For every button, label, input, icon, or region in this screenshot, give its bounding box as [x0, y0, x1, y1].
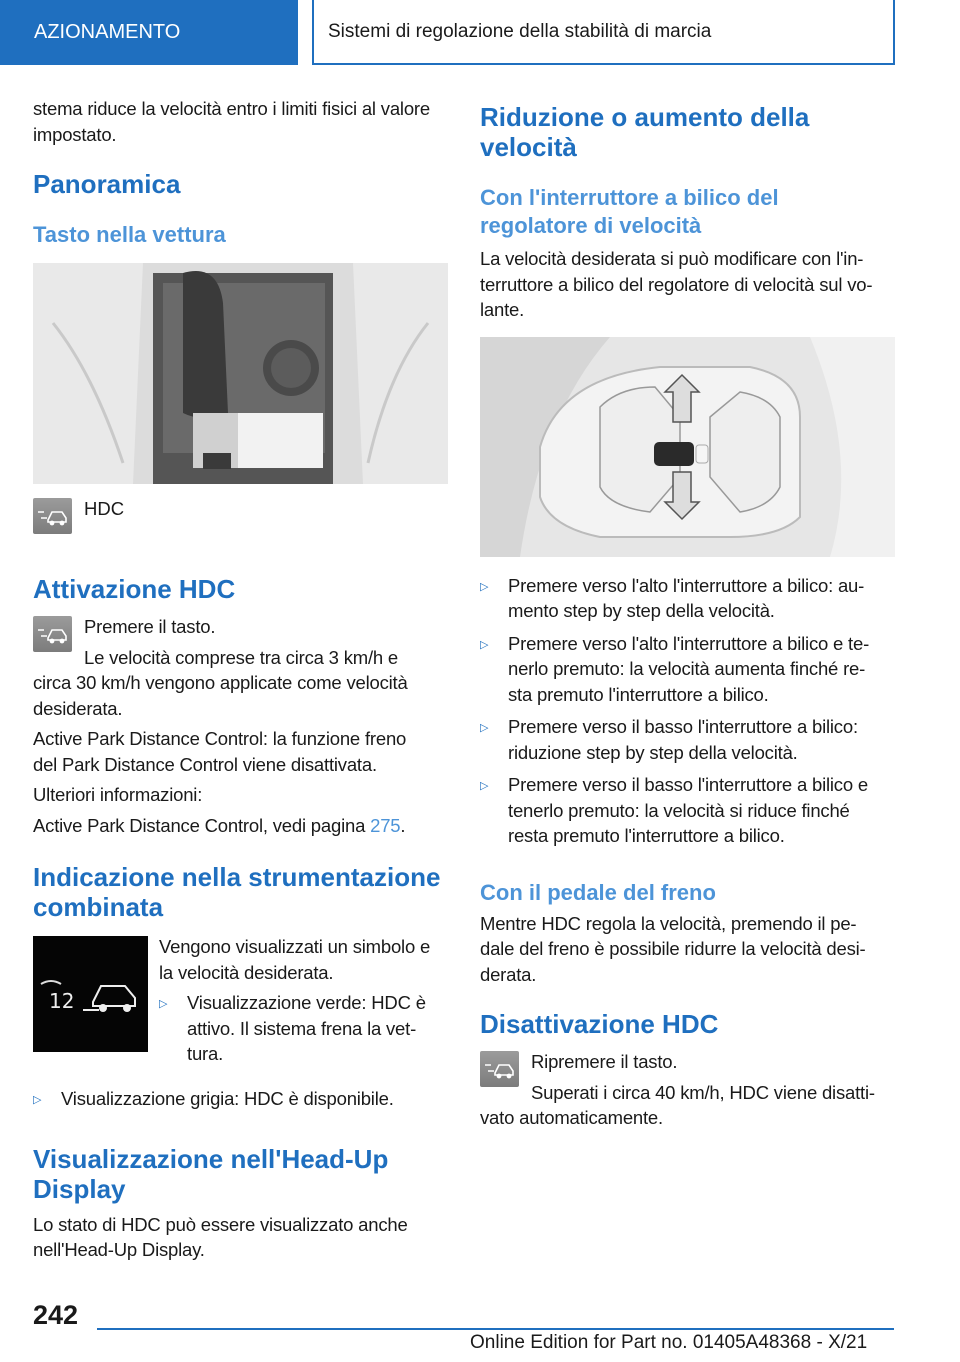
hdc-icon [480, 1051, 519, 1087]
list-item: ▷ Premere verso l'alto l'interruttore a bilico: au- mento step by step della velocità. [480, 573, 896, 624]
list-item: ▷ Premere verso il basso l'interruttore a bilico: riduzione step by step della velocità. [480, 714, 896, 765]
bullet-icon: ▷ [159, 998, 168, 1010]
steering-illustration [480, 337, 895, 557]
heading-pedale: Con il pedale del freno [480, 879, 716, 905]
heading-disattivazione: Disattivazione HDC [480, 1009, 719, 1039]
left-column [33, 96, 448, 1268]
attivazione-step: Premere il tasto. [84, 616, 216, 637]
reference: Active Park Distance Control, vedi pagina 275. [33, 814, 406, 836]
right-column [480, 102, 896, 1136]
attivazione-speed-range: Le velocità comprese tra circa 3 km/h e circa 30 km/h vengono applicate come velocità desiderata. [33, 646, 408, 719]
console-image [33, 263, 448, 484]
disattivazione-step: Ripremere il tasto. [531, 1051, 678, 1072]
section-tab: AZIONAMENTO [0, 0, 298, 65]
cluster-display-image [33, 936, 148, 1052]
console-illustration [33, 263, 448, 484]
list-item: ▷ Visualizzazione verde: HDC è attivo. Il sistema frena la vet- tura. [159, 990, 449, 1067]
heading-riduzione: Riduzione o aumento della velocità [480, 102, 810, 162]
heading-hud: Visualizzazione nell'Head-Up Display [33, 1143, 389, 1204]
bullet-icon: ▷ [480, 638, 489, 651]
hdc-label: HDC [84, 498, 125, 519]
bullet-icon: ▷ [480, 780, 489, 792]
page-number: 242 [33, 1300, 79, 1330]
hdc-icon [33, 498, 72, 534]
heading-interruttore: Con l'interruttore a bilico del regolatore di velocità [480, 185, 779, 238]
list-item: ▷ Visualizzazione grigia: HDC è disponibile. [33, 1086, 448, 1114]
bullet-icon: ▷ [480, 722, 489, 734]
footer-edition: Online Edition for Part no. 01405A48368 - X/21 [470, 1332, 868, 1353]
steering-switch-image [480, 337, 895, 557]
indicazione-text: Vengono visualizzati un simbolo e la velocità desiderata. [159, 936, 431, 983]
heading-panoramica: Panoramica [33, 169, 181, 199]
footer-rule [97, 1328, 894, 1330]
chapter-title: Sistemi di regolazione della stabilità di marcia [312, 0, 895, 65]
intro-text: stema riduce la velocità entro i limiti fisici al valore impostato. [33, 98, 430, 145]
heading-tasto: Tasto nella vettura [33, 222, 226, 247]
bullet-icon: ▷ [33, 1094, 42, 1106]
interruttore-text: La velocità desiderata si può modificare con l'in- terruttore a bilico del regolatore di velocità sul vo- lante. [480, 248, 873, 320]
hdc-icon [33, 616, 72, 652]
list-item: ▷ Premere verso l'alto l'interruttore a bilico e te- nerlo premuto: la velocità aumenta finché re- sta premuto l'interruttore a bilico. [480, 631, 896, 708]
pedale-text: Mentre HDC regola la velocità, premendo il pe- dale del freno è possibile ridurre la velocità desi- derata. [480, 912, 866, 985]
cluster-speed: 12 [49, 989, 75, 1013]
heading-indicazione: Indicazione nella strumentazione combinata [33, 862, 441, 922]
disattivazione-info: Superati i circa 40 km/h, HDC viene disatti- vato automaticamente. [480, 1081, 875, 1128]
bullet-icon: ▷ [480, 580, 489, 593]
page-link[interactable]: 275 [370, 814, 401, 836]
further-info: Ulteriori informazioni: [33, 784, 203, 805]
hud-text: Lo stato di HDC può essere visualizzato anche nell'Head-Up Display. [33, 1213, 408, 1260]
list-item: ▷ Premere verso il basso l'interruttore a bilico e tenerlo premuto: la velocità si riduce finché resta premuto l'interruttore a bilico. [480, 772, 896, 849]
heading-attivazione: Attivazione HDC [33, 574, 236, 604]
attivazione-pdc: Active Park Distance Control: la funzione freno del Park Distance Control viene disattivata. [33, 728, 407, 775]
